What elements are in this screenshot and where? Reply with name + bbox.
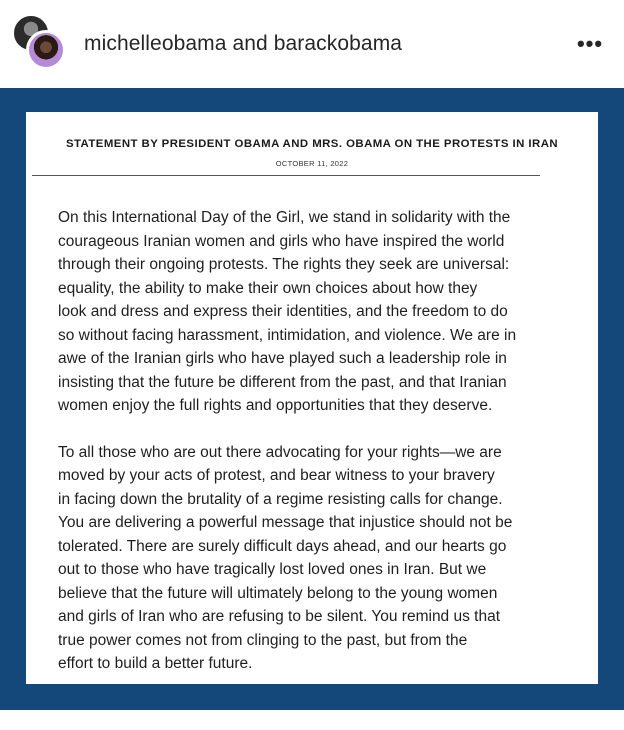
paragraph-line: To all those who are out there advocating for your rights—we are <box>58 443 502 461</box>
paragraph-line: look and dress and express their identities, and the freedom to do <box>58 303 508 320</box>
paragraph-line: tolerated. There are surely difficult days ahead, and our hearts go <box>58 537 507 555</box>
post-image-frame <box>0 88 624 710</box>
statement-paragraph-2 <box>58 441 588 676</box>
statement-title: STATEMENT BY PRESIDENT OBAMA AND MRS. OBAMA ON THE PROTESTS IN IRAN <box>65 138 559 150</box>
title-divider <box>32 175 540 176</box>
paragraph-line: so without facing harassment, intimidation, and violence. We are in <box>58 326 517 344</box>
paragraph-line: insisting that the future be different from the past, and that Iranian <box>58 373 507 391</box>
paragraph-line: On this International Day of the Girl, we stand in solidarity with the <box>58 209 511 226</box>
paragraph-line: equality, the ability to make their own choices about how they <box>58 279 478 297</box>
paragraph-line: in facing down the brutality of a regime resisting calls for change. <box>58 490 503 508</box>
paragraph-line: and girls of Iran who are refusing to be silent. You remind us that <box>58 608 501 625</box>
paragraph-line: out to those who have tragically lost loved ones in Iran. But we <box>58 561 487 578</box>
more-options-button[interactable]: ••• <box>576 31 604 56</box>
statement-date: OCTOBER 11, 2022 <box>275 159 349 168</box>
paragraph-line: awe of the Iranian girls who have played such a leadership role in <box>58 350 507 367</box>
post-username[interactable]: michelleobama and barackobama <box>84 32 403 55</box>
avatar-michelleobama[interactable] <box>26 30 66 70</box>
paragraph-line: You are delivering a powerful message that injustice should not be <box>58 514 513 531</box>
paragraph-line: women enjoy the full rights and opportunities that they deserve. <box>58 397 493 414</box>
paragraph-line: moved by your acts of protest, and bear witness to your bravery <box>58 467 495 484</box>
paragraph-line: courageous Iranian women and girls who have inspired the world <box>58 232 505 250</box>
paragraph-line: believe that the future will ultimately belong to the young women <box>58 584 498 602</box>
paragraph-line: effort to build a better future. <box>58 655 253 672</box>
post-header <box>0 0 624 88</box>
statement-paragraph-1 <box>58 206 588 418</box>
statement-card <box>26 112 598 684</box>
statement-body <box>58 206 588 676</box>
paragraph-spacer <box>58 418 588 441</box>
paragraph-line: true power comes not from clinging to the past, but from the <box>58 631 468 649</box>
paragraph-line: through their ongoing protests. The rights they seek are universal: <box>58 256 510 273</box>
post-footer-strip <box>0 710 624 730</box>
